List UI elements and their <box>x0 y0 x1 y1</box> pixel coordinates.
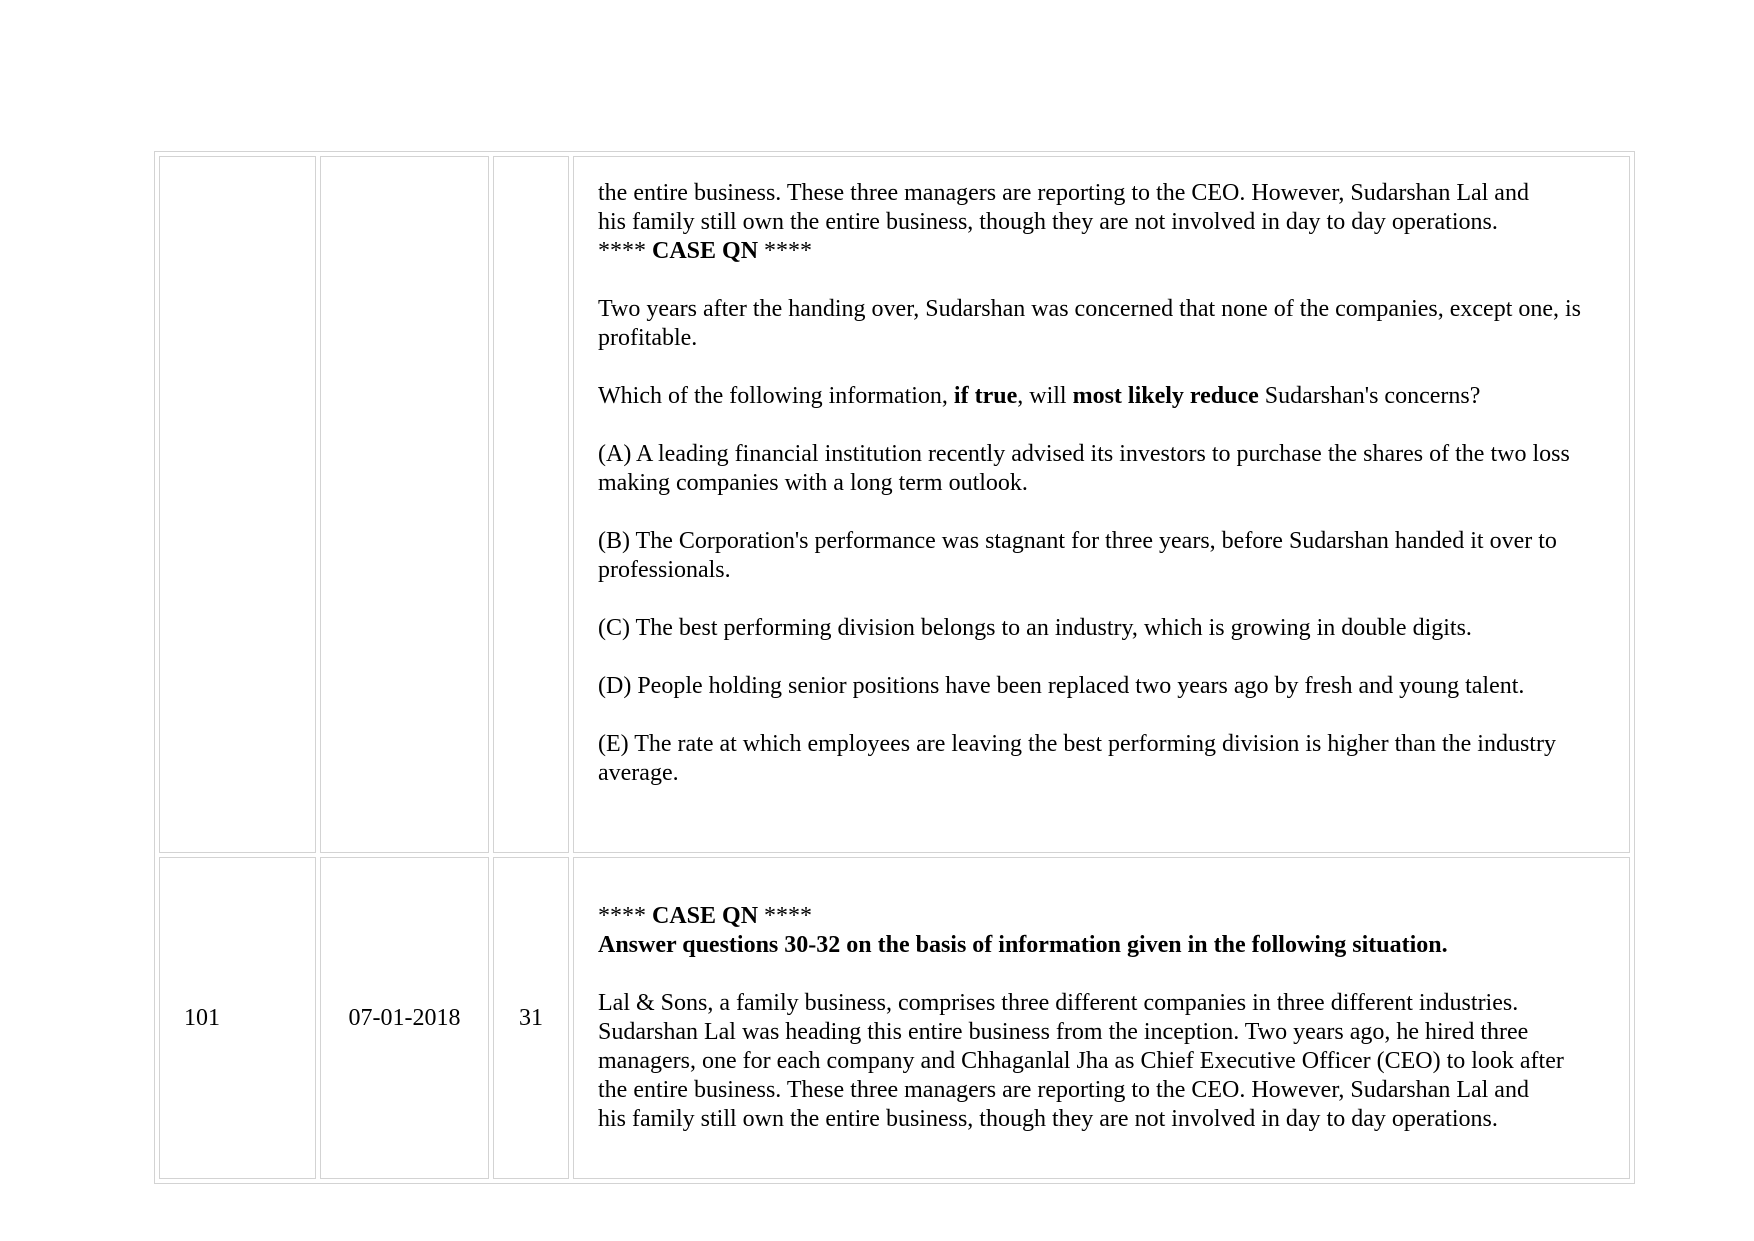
option-e: (E) The rate at which employees are leaving the best performing division is higher than the industry average. <box>598 731 1556 786</box>
question-content-cell <box>573 156 1630 853</box>
emphasis: if true <box>953 383 1018 409</box>
case-marker-stars: **** <box>764 903 813 929</box>
case-marker-stars: **** <box>764 238 813 264</box>
question-stem: Two years after the handing over, Sudarshan was concerned that none of the companies, except one, is profitable. <box>598 296 1582 351</box>
row-number-cell <box>159 156 316 853</box>
question-content-cell <box>573 857 1630 1179</box>
passage-line: his family still own the entire business, though they are not involved in day to day operations. <box>598 1106 1498 1132</box>
emphasis: most likely reduce <box>1072 383 1259 409</box>
passage-line: Sudarshan Lal was heading this entire business from the inception. Two years ago, he hired three <box>598 1019 1529 1045</box>
option-b: (B) The Corporation's performance was stagnant for three years, before Sudarshan handed it over to professionals. <box>598 528 1557 583</box>
option-a: (A) A leading financial institution recently advised its investors to purchase the shares of the two loss making companies with a long term outlook. <box>598 441 1570 496</box>
case-marker <box>598 237 1607 266</box>
option-c: (C) The best performing division belongs to an industry, which is growing in double digits. <box>598 615 1472 641</box>
passage-line: the entire business. These three managers are reporting to the CEO. However, Sudarshan Lal and <box>598 1077 1529 1103</box>
case-marker-label: CASE QN <box>652 903 759 929</box>
case-marker-stars: **** <box>598 903 646 929</box>
case-instruction: Answer questions 30-32 on the basis of information given in the following situation. <box>598 932 1448 958</box>
date-cell: 07-01-2018 <box>320 857 489 1179</box>
passage-line: Lal & Sons, a family business, comprises three different companies in three different industries. <box>598 990 1519 1016</box>
case-marker-label: CASE QN <box>652 238 759 264</box>
option-d: (D) People holding senior positions have been replaced two years ago by fresh and young talent. <box>598 673 1525 699</box>
case-marker <box>598 902 1607 931</box>
question-table <box>154 151 1635 1184</box>
date-cell <box>320 156 489 853</box>
question-prompt: Which of the following information, if true, will most likely reduce Sudarshan's concerns? <box>598 383 1481 409</box>
question-number-cell <box>493 156 569 853</box>
table-row <box>159 156 1630 853</box>
table-row <box>159 857 1630 1179</box>
passage-line: his family still own the entire business, though they are not involved in day to day operations. <box>598 209 1498 235</box>
question-number-cell: 31 <box>493 857 569 1179</box>
case-marker-stars: **** <box>598 238 646 264</box>
row-number-cell: 101 <box>159 857 316 1179</box>
passage-line: the entire business. These three managers are reporting to the CEO. However, Sudarshan Lal and <box>598 180 1529 206</box>
passage-line: managers, one for each company and Chhaganlal Jha as Chief Executive Officer (CEO) to look after <box>598 1048 1564 1074</box>
